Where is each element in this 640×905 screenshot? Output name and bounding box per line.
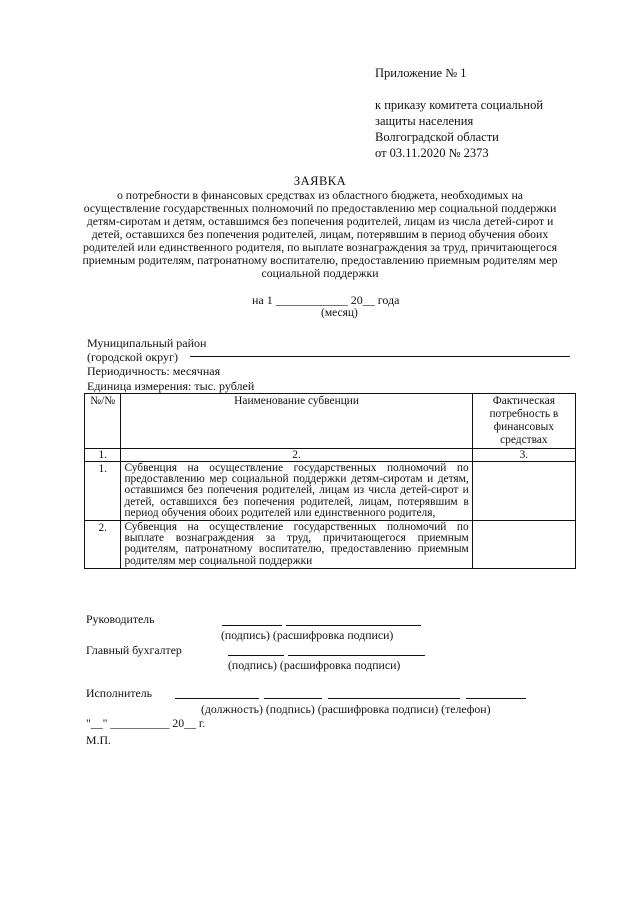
table-index-row (85, 449, 576, 462)
row-value-cell[interactable] (472, 521, 575, 569)
district-label: Муниципальный район (87, 336, 207, 350)
index-cell: 2. (121, 449, 472, 462)
document-title: ЗАЯВКА (293, 174, 347, 188)
district-label-2: (городской округ) (87, 350, 178, 365)
order-line: от 03.11.2020 № 2373 (375, 146, 489, 160)
order-line: защиты населения (375, 114, 474, 128)
head-label: Руководитель (86, 612, 155, 626)
order-line: Волгоградской области (375, 130, 499, 144)
row-description: Субвенция на осуществление государственных полномочий по выплате вознаграждения за труд, причитающегося приемным родителям, патронатному воспитателю, предоставлению приемным родителям мер социальной поддержки (121, 521, 472, 569)
row-value-cell[interactable] (472, 462, 575, 521)
executor-signature-line[interactable] (264, 698, 322, 699)
month-caption: (месяц) (321, 307, 358, 319)
order-line: к приказу комитета социальной (375, 98, 544, 112)
executor-phone-line[interactable] (466, 698, 526, 699)
header-number: №/№ (85, 394, 121, 449)
table-row (85, 462, 576, 521)
head-name-line[interactable] (286, 625, 421, 626)
row-number: 1. (85, 462, 121, 521)
index-cell: 1. (85, 449, 121, 462)
table-row (85, 521, 576, 569)
header-actual-need: Фактическая потребность в финансовых средствах (472, 394, 575, 449)
stamp-place: М.П. (86, 733, 111, 747)
accountant-signature-line[interactable] (228, 655, 284, 656)
table-header-row (85, 394, 576, 449)
periodicity: Периодичность: месячная (87, 364, 221, 379)
date-line: "__" __________ 20__ г. (86, 716, 206, 730)
row-description: Субвенция на осуществление государственных полномочий по предоставлению мер социальной поддержки детям-сиротам и детям, оставшимся без попечения родителей, лицам из числа детей-сирот и детей, оставшихся без попечения родителей, лицам, потерявшим в период обучения обоих родителей или единственного родителя, (121, 462, 472, 521)
executor-name-line[interactable] (328, 698, 460, 699)
order-reference (375, 97, 543, 161)
head-caption: (подпись) (расшифровка подписи) (221, 628, 394, 642)
subvention-table (84, 393, 576, 569)
accountant-label: Главный бухгалтер (86, 643, 182, 657)
executor-label: Исполнитель (86, 686, 152, 700)
row-number: 2. (85, 521, 121, 569)
index-cell: 3. (472, 449, 575, 462)
executor-position-line[interactable] (175, 698, 259, 699)
header-subvention-name: Наименование субвенции (121, 394, 472, 449)
executor-caption: (должность) (подпись) (расшифровка подписи) (телефон) (201, 702, 491, 716)
district-fill-line[interactable] (190, 356, 570, 357)
period-line: на 1 ____________ 20__ года (252, 293, 400, 307)
municipal-info (87, 336, 254, 393)
unit-of-measure: Единица измерения: тыс. рублей (87, 378, 255, 393)
accountant-caption: (подпись) (расшифровка подписи) (228, 658, 401, 672)
appendix-title: Приложение № 1 (375, 66, 467, 80)
head-signature-line[interactable] (222, 625, 282, 626)
document-subtitle: о потребности в финансовых средствах из областного бюджета, необходимых на осуществление государственных полномочий по предоставлению мер социальной поддержки детям-сиротам и детям, оставшимся без попечения родителей, лицам из числа детей-сирот и детей, оставшихся без попечения родителей, лицам, потерявшим в период обучения обоих родителей или единственного родителя, по выплате вознаграждения за труд, причитающегося приемным родителям, патронатному воспитателю, предоставлению приемным родителям мер социальной поддержки (82, 188, 558, 280)
accountant-name-line[interactable] (288, 655, 425, 656)
